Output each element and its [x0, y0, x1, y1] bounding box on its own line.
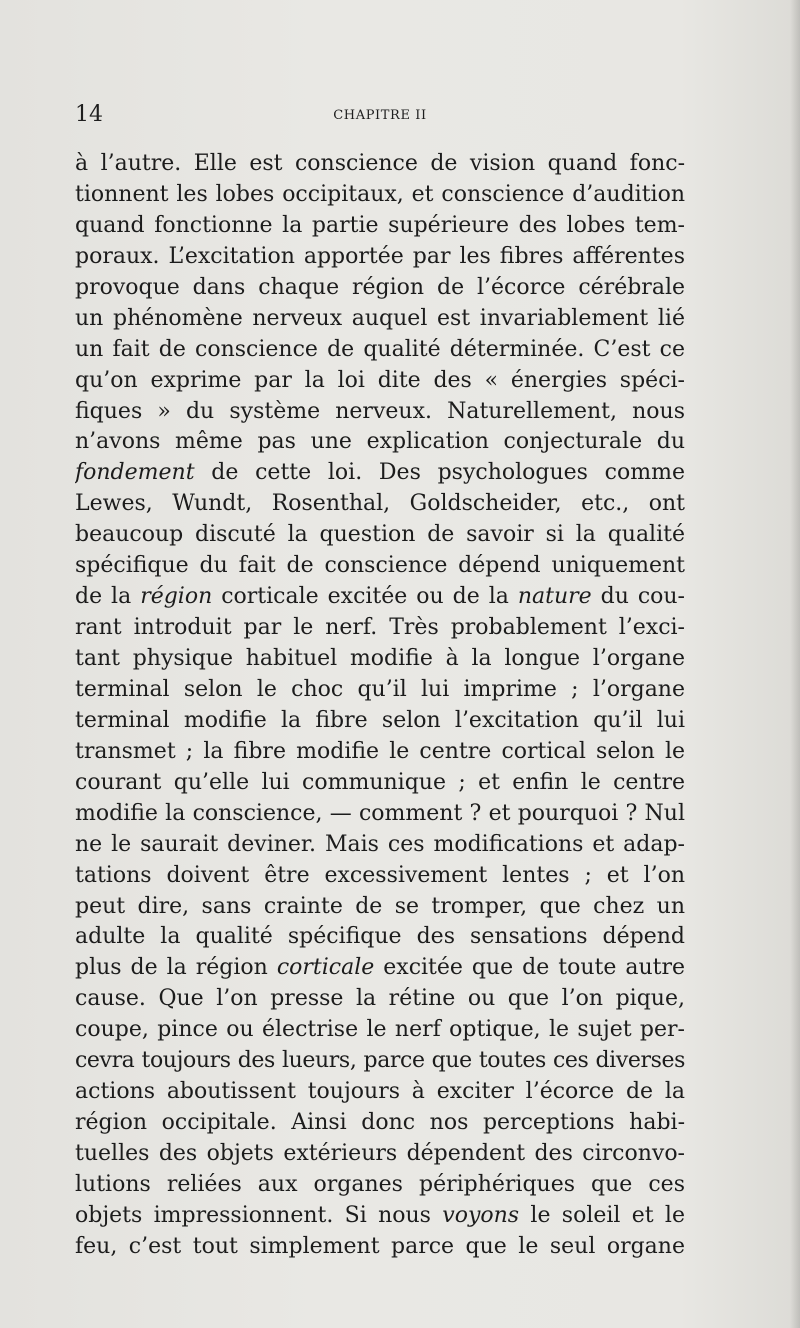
text-line: de la région corticale excitée ou de la nature du cou-: [75, 584, 685, 610]
text-line: peut dire, sans crainte de se tromper, que chez un: [75, 893, 685, 919]
text-line: terminal modifie la fibre selon l’excitation qu’il lui: [75, 707, 685, 733]
text-line: objets impressionnent. Si nous voyons le soleil et le: [75, 1202, 685, 1228]
running-head: CHAPITRE II: [333, 108, 427, 123]
italic-word: région: [140, 584, 213, 610]
page-header: [75, 96, 685, 136]
text-line: fiques » du système nerveux. Naturellement, nous: [75, 398, 685, 424]
text-line: feu, c’est tout simplement parce que le seul organe: [75, 1233, 685, 1259]
text-line: cevra toujours des lueurs, parce que toutes ces diverses: [75, 1048, 685, 1074]
italic-word: nature: [517, 584, 592, 610]
body-text: [75, 149, 685, 1263]
page-number: 14: [75, 102, 103, 127]
text-line: un fait de conscience de qualité déterminée. C’est ce: [75, 336, 685, 362]
text-line: région occipitale. Ainsi donc nos perceptions habi-: [75, 1110, 685, 1136]
text-line: qu’on exprime par la loi dite des « énergies spéci-: [75, 367, 685, 393]
text-line: plus de la région corticale excitée que de toute autre: [75, 955, 685, 981]
text-line: actions aboutissent toujours à exciter l’écorce de la: [75, 1079, 685, 1105]
text-line: fondement de cette loi. Des psychologues comme: [75, 460, 685, 486]
text-line: tations doivent être excessivement lentes ; et l’on: [75, 862, 685, 888]
text-line: terminal selon le choc qu’il lui imprime ; l’organe: [75, 676, 685, 702]
text-line: courant qu’elle lui communique ; et enfin le centre: [75, 769, 685, 795]
text-line: modifie la conscience, — comment ? et pourquoi ? Nul: [75, 800, 685, 826]
text-line: ne le saurait deviner. Mais ces modifications et adap-: [75, 831, 685, 857]
italic-word: voyons: [442, 1202, 520, 1228]
page-edge-shadow: [790, 0, 800, 1328]
text-line: spécifique du fait de conscience dépend uniquement: [75, 553, 685, 579]
text-line: quand fonctionne la partie supérieure des lobes tem-: [75, 212, 685, 238]
text-line: lutions reliées aux organes périphériques que ces: [75, 1171, 685, 1197]
text-line: Lewes, Wundt, Rosenthal, Goldscheider, etc., ont: [75, 491, 685, 517]
text-line: provoque dans chaque région de l’écorce cérébrale: [75, 274, 685, 300]
text-line: transmet ; la fibre modifie le centre cortical selon le: [75, 738, 685, 764]
text-line: n’avons même pas une explication conjecturale du: [75, 429, 685, 455]
text-line: rant introduit par le nerf. Très probablement l’exci-: [75, 615, 685, 641]
text-line: tuelles des objets extérieurs dépendent des circonvo-: [75, 1141, 685, 1166]
text-line: poraux. L’excitation apportée par les fibres afférentes: [75, 243, 685, 269]
italic-word: corticale: [276, 955, 375, 981]
italic-word: fondement: [75, 460, 195, 486]
text-line: un phénomène nerveux auquel est invariablement lié: [75, 305, 685, 331]
text-line: coupe, pince ou électrise le nerf optique, le sujet per-: [75, 1017, 685, 1043]
text-line: tant physique habituel modifie à la longue l’organe: [75, 646, 685, 671]
text-line: à l’autre. Elle est conscience de vision quand fonc-: [75, 151, 685, 176]
text-line: tionnent les lobes occipitaux, et conscience d’audition: [75, 181, 685, 207]
text-line: adulte la qualité spécifique des sensations dépend: [75, 924, 685, 950]
text-line: cause. Que l’on presse la rétine ou que l’on pique,: [75, 986, 685, 1012]
text-line: beaucoup discuté la question de savoir si la qualité: [75, 522, 685, 548]
